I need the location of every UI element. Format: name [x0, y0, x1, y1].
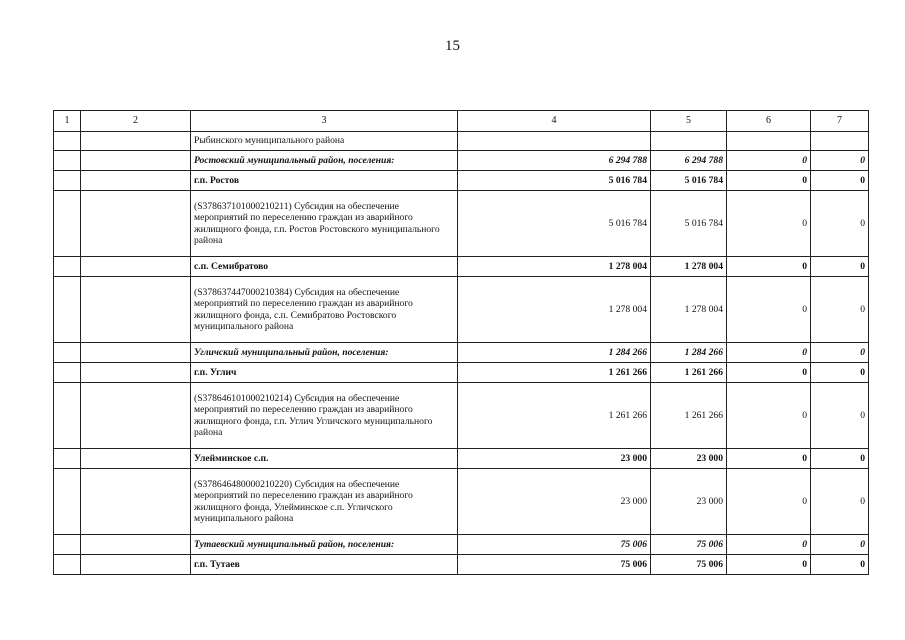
value-cell-v4: 1 278 004: [458, 277, 651, 343]
col2-cell: [81, 535, 191, 555]
row-label: с.п. Семибратово: [191, 257, 458, 277]
col2-cell: [81, 132, 191, 151]
col1-cell: [54, 132, 81, 151]
value-cell-v5: 5 016 784: [651, 191, 727, 257]
value-cell-v7: 0: [811, 171, 869, 191]
header-row: [54, 111, 869, 132]
row-label: (S378646101000210214) Субсидия на обеспечение мероприятий по переселению граждан из аварийного жилищного фонда, г.п. Углич Угличского муниципального района: [191, 383, 458, 449]
value-cell-v5: 75 006: [651, 555, 727, 575]
value-cell-v5: 1 284 266: [651, 343, 727, 363]
value-cell-v6: 0: [727, 343, 811, 363]
col2-cell: [81, 257, 191, 277]
value-cell-v7: 0: [811, 535, 869, 555]
col1-cell: [54, 383, 81, 449]
header-cell-4: 4: [458, 111, 651, 132]
header-cell-6: 6: [727, 111, 811, 132]
value-cell-v7: [811, 132, 869, 151]
value-cell-v7: 0: [811, 469, 869, 535]
col2-cell: [81, 343, 191, 363]
value-cell-v6: 0: [727, 151, 811, 171]
header-cell-3: 3: [191, 111, 458, 132]
value-cell-v5: 1 261 266: [651, 383, 727, 449]
value-cell-v6: [727, 132, 811, 151]
value-cell-v5: 1 278 004: [651, 277, 727, 343]
budget-table: [53, 110, 869, 575]
value-cell-v5: 5 016 784: [651, 171, 727, 191]
value-cell-v6: 0: [727, 257, 811, 277]
header-cell-5: 5: [651, 111, 727, 132]
value-cell-v7: 0: [811, 191, 869, 257]
value-cell-v4: 23 000: [458, 449, 651, 469]
table-row: [54, 555, 869, 575]
header-cell-1: 1: [54, 111, 81, 132]
table-row: [54, 449, 869, 469]
col1-cell: [54, 277, 81, 343]
value-cell-v6: 0: [727, 277, 811, 343]
col1-cell: [54, 191, 81, 257]
col1-cell: [54, 535, 81, 555]
col2-cell: [81, 363, 191, 383]
header-cell-7: 7: [811, 111, 869, 132]
table-row: [54, 363, 869, 383]
value-cell-v6: 0: [727, 449, 811, 469]
value-cell-v6: 0: [727, 171, 811, 191]
value-cell-v4: 75 006: [458, 555, 651, 575]
value-cell-v4: 1 278 004: [458, 257, 651, 277]
col2-cell: [81, 449, 191, 469]
col2-cell: [81, 277, 191, 343]
row-label: (S378637447000210384) Субсидия на обеспечение мероприятий по переселению граждан из аварийного жилищного фонда, с.п. Семибратово Ростовского муниципального района: [191, 277, 458, 343]
col1-cell: [54, 257, 81, 277]
page-number: 15: [445, 38, 460, 54]
value-cell-v5: [651, 132, 727, 151]
value-cell-v5: 23 000: [651, 469, 727, 535]
value-cell-v7: 0: [811, 277, 869, 343]
value-cell-v7: 0: [811, 151, 869, 171]
table-row: [54, 257, 869, 277]
col1-cell: [54, 171, 81, 191]
row-label: Тутаевский муниципальный район, поселения:: [191, 535, 458, 555]
col2-cell: [81, 191, 191, 257]
value-cell-v6: 0: [727, 363, 811, 383]
col1-cell: [54, 555, 81, 575]
col1-cell: [54, 151, 81, 171]
value-cell-v4: 5 016 784: [458, 191, 651, 257]
value-cell-v4: 1 284 266: [458, 343, 651, 363]
value-cell-v4: [458, 132, 651, 151]
value-cell-v5: 1 278 004: [651, 257, 727, 277]
value-cell-v6: 0: [727, 191, 811, 257]
col2-cell: [81, 171, 191, 191]
row-label: г.п. Тутаев: [191, 555, 458, 575]
table-row: [54, 343, 869, 363]
col2-cell: [81, 469, 191, 535]
col1-cell: [54, 363, 81, 383]
value-cell-v4: 5 016 784: [458, 171, 651, 191]
value-cell-v6: 0: [727, 383, 811, 449]
value-cell-v5: 23 000: [651, 449, 727, 469]
row-label: Угличский муниципальный район, поселения:: [191, 343, 458, 363]
table-row: [54, 469, 869, 535]
value-cell-v7: 0: [811, 257, 869, 277]
value-cell-v4: 1 261 266: [458, 383, 651, 449]
value-cell-v7: 0: [811, 383, 869, 449]
header-cell-2: 2: [81, 111, 191, 132]
value-cell-v7: 0: [811, 449, 869, 469]
value-cell-v6: 0: [727, 469, 811, 535]
value-cell-v5: 75 006: [651, 535, 727, 555]
value-cell-v6: 0: [727, 535, 811, 555]
table-row: [54, 171, 869, 191]
row-label: г.п. Углич: [191, 363, 458, 383]
row-label: (S378637101000210211) Субсидия на обеспечение мероприятий по переселению граждан из аварийного жилищного фонда, г.п. Ростов Ростовского муниципального района: [191, 191, 458, 257]
value-cell-v7: 0: [811, 343, 869, 363]
value-cell-v4: 75 006: [458, 535, 651, 555]
value-cell-v5: 6 294 788: [651, 151, 727, 171]
value-cell-v4: 23 000: [458, 469, 651, 535]
value-cell-v5: 1 261 266: [651, 363, 727, 383]
col2-cell: [81, 151, 191, 171]
value-cell-v4: 1 261 266: [458, 363, 651, 383]
value-cell-v7: 0: [811, 555, 869, 575]
table-row: [54, 535, 869, 555]
value-cell-v4: 6 294 788: [458, 151, 651, 171]
col1-cell: [54, 343, 81, 363]
value-cell-v7: 0: [811, 363, 869, 383]
col1-cell: [54, 469, 81, 535]
row-label: (S378646480000210220) Субсидия на обеспечение мероприятий по переселению граждан из аварийного жилищного фонда, Улейминское с.п. Угличского муниципального района: [191, 469, 458, 535]
row-label: Ростовский муниципальный район, поселения:: [191, 151, 458, 171]
row-label: Рыбинского муниципального района: [191, 132, 458, 151]
row-label: г.п. Ростов: [191, 171, 458, 191]
col2-cell: [81, 555, 191, 575]
col2-cell: [81, 383, 191, 449]
table-row: [54, 383, 869, 449]
row-label: Улейминское с.п.: [191, 449, 458, 469]
col1-cell: [54, 449, 81, 469]
value-cell-v6: 0: [727, 555, 811, 575]
table-row: [54, 277, 869, 343]
table-row: [54, 132, 869, 151]
table-row: [54, 191, 869, 257]
table-row: [54, 151, 869, 171]
